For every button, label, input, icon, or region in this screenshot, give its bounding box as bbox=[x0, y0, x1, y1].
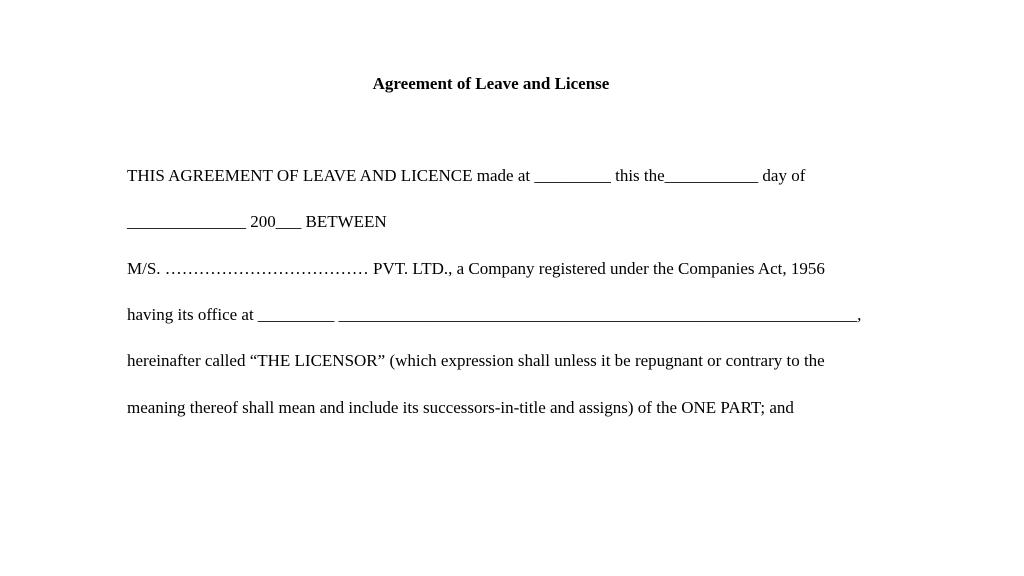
document-line-6: meaning thereof shall mean and include its successors-in-title and assigns) of the ONE PART; and bbox=[127, 398, 794, 417]
document-line-4: having its office at _________ _____________________________________________________________, bbox=[127, 305, 862, 324]
document-title: Agreement of Leave and License bbox=[372, 74, 610, 93]
document-line-2: ______________ 200___ BETWEEN bbox=[127, 212, 387, 231]
document-line-1: THIS AGREEMENT OF LEAVE AND LICENCE made at _________ this the___________ day of bbox=[127, 166, 806, 185]
document-line-3: M/S. ……………………………… PVT. LTD., a Company registered under the Companies Act, 1956 bbox=[127, 259, 825, 278]
document-line-5: hereinafter called “THE LICENSOR” (which expression shall unless it be repugnant or contrary to the bbox=[127, 351, 825, 370]
